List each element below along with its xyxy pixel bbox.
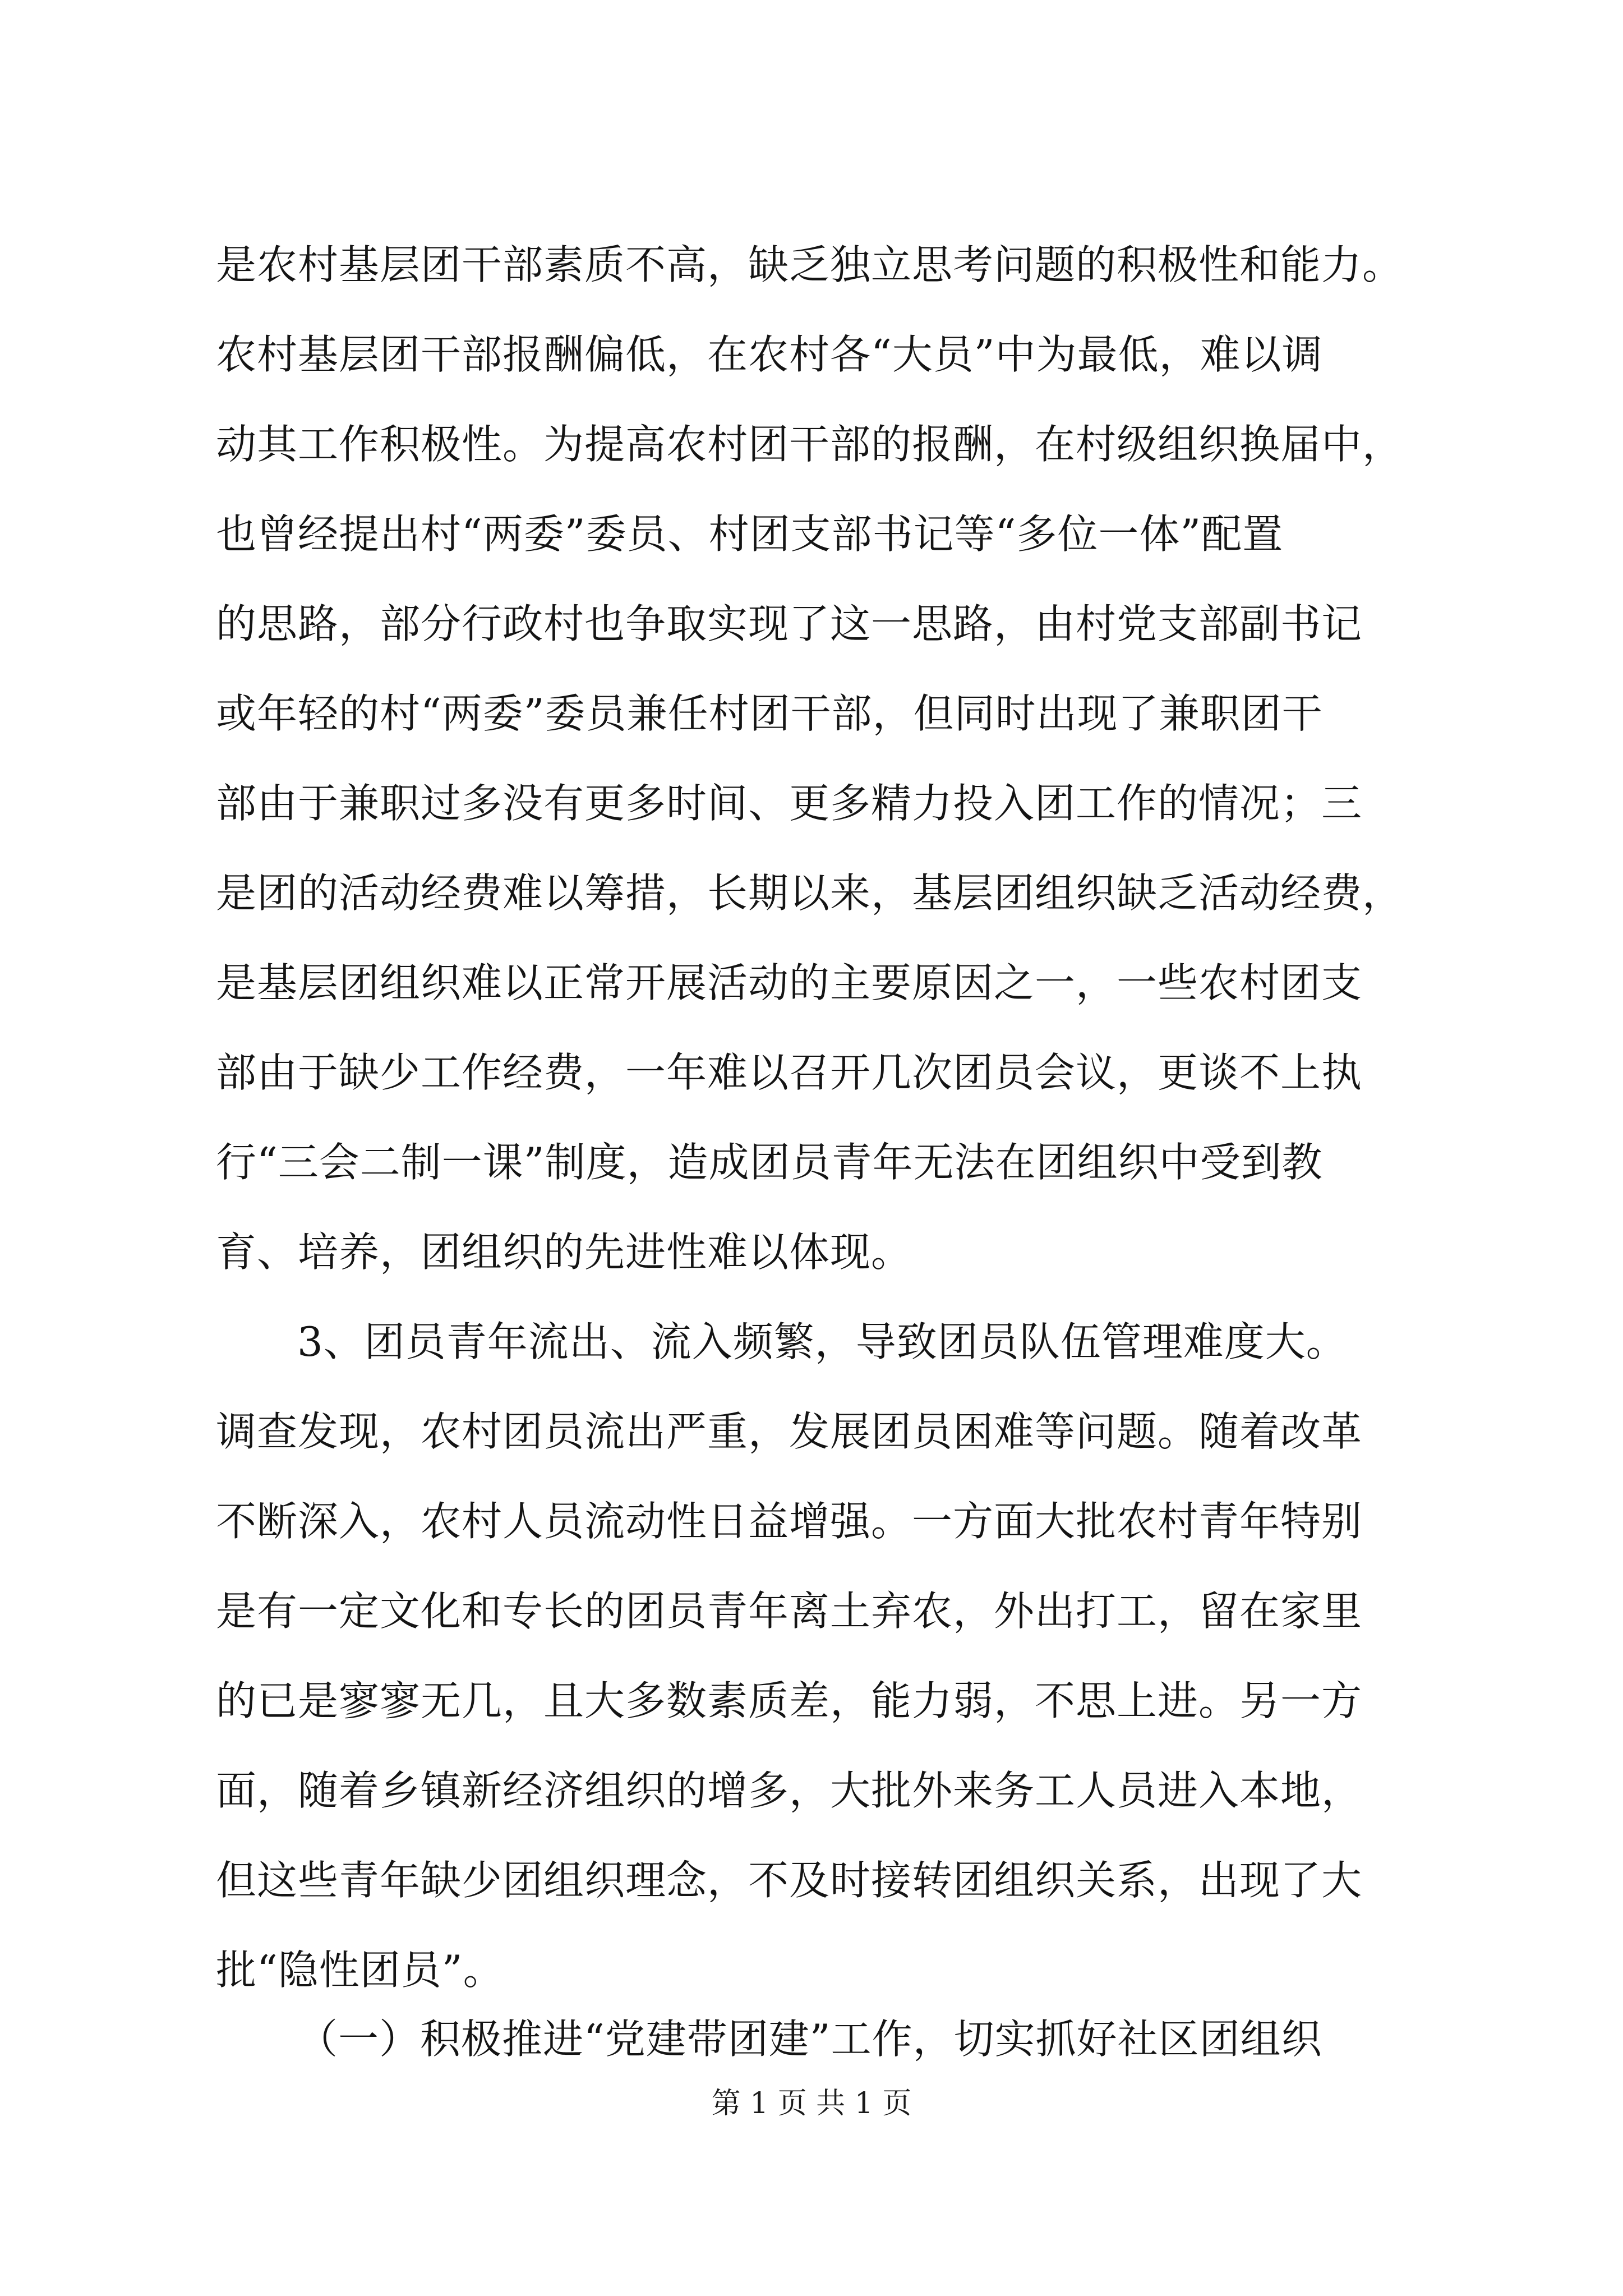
body-line-2: 农村基层团干部报酬偏低，在农村各“大员”中为最低，难以调 xyxy=(216,331,1323,378)
body-line-8: 是团的活动经费难以筹措，长期以来，基层团组织缺乏活动经费， xyxy=(216,869,1404,917)
body-line-11: 行“三会二制一课”制度，造成团员青年无法在团组织中受到教 xyxy=(216,1139,1323,1186)
section-paragraph-3: 3、团员青年流出、流入频繁，导致团员队伍管理难度大。 xyxy=(297,1318,1347,1365)
body-line-15: 不断深入，农村人员流动性日益增强。一方面大批农村青年特别 xyxy=(216,1498,1363,1545)
body-line-5: 的思路，部分行政村也争取实现了这一思路，由村党支部副书记 xyxy=(216,600,1363,647)
body-line-16: 是有一定文化和专长的团员青年离土弃农，外出打工，留在家里 xyxy=(216,1588,1363,1635)
body-line-1: 是农村基层团干部素质不高，缺乏独立思考问题的积极性和能力。 xyxy=(216,241,1404,288)
section-heading-1: （一）积极推进“党建带团建”工作，切实抓好社区团组织 xyxy=(297,2016,1322,2063)
body-line-4: 也曾经提出村“两委”委员、村团支部书记等“多位一体”配置 xyxy=(216,510,1284,558)
body-line-7: 部由于兼职过多没有更多时间、更多精力投入团工作的情况；三 xyxy=(216,780,1363,827)
body-line-17: 的已是寥寥无几，且大多数素质差，能力弱，不思上进。另一方 xyxy=(216,1677,1363,1724)
body-line-19: 但这些青年缺少团组织理念，不及时接转团组织关系，出现了大 xyxy=(216,1857,1363,1904)
body-line-3: 动其工作积极性。为提高农村团干部的报酬，在村级组织换届中， xyxy=(216,421,1404,468)
body-line-9: 是基层团组织难以正常开展活动的主要原因之一，一些农村团支 xyxy=(216,959,1363,1006)
body-line-14: 调查发现，农村团员流出严重，发展团员困难等问题。随着改革 xyxy=(216,1408,1363,1455)
body-line-18: 面，随着乡镇新经济组织的增多，大批外来务工人员进入本地， xyxy=(216,1767,1363,1814)
page-footer: 第 1 页 共 1 页 xyxy=(711,2087,912,2120)
body-line-10: 部由于缺少工作经费，一年难以召开几次团员会议，更谈不上执 xyxy=(216,1049,1363,1096)
body-line-20: 批“隐性团员”。 xyxy=(216,1947,504,1994)
body-line-12: 育、培养，团组织的先进性难以体现。 xyxy=(216,1228,912,1276)
body-line-6: 或年轻的村“两委”委员兼任村团干部，但同时出现了兼职团干 xyxy=(216,690,1323,737)
